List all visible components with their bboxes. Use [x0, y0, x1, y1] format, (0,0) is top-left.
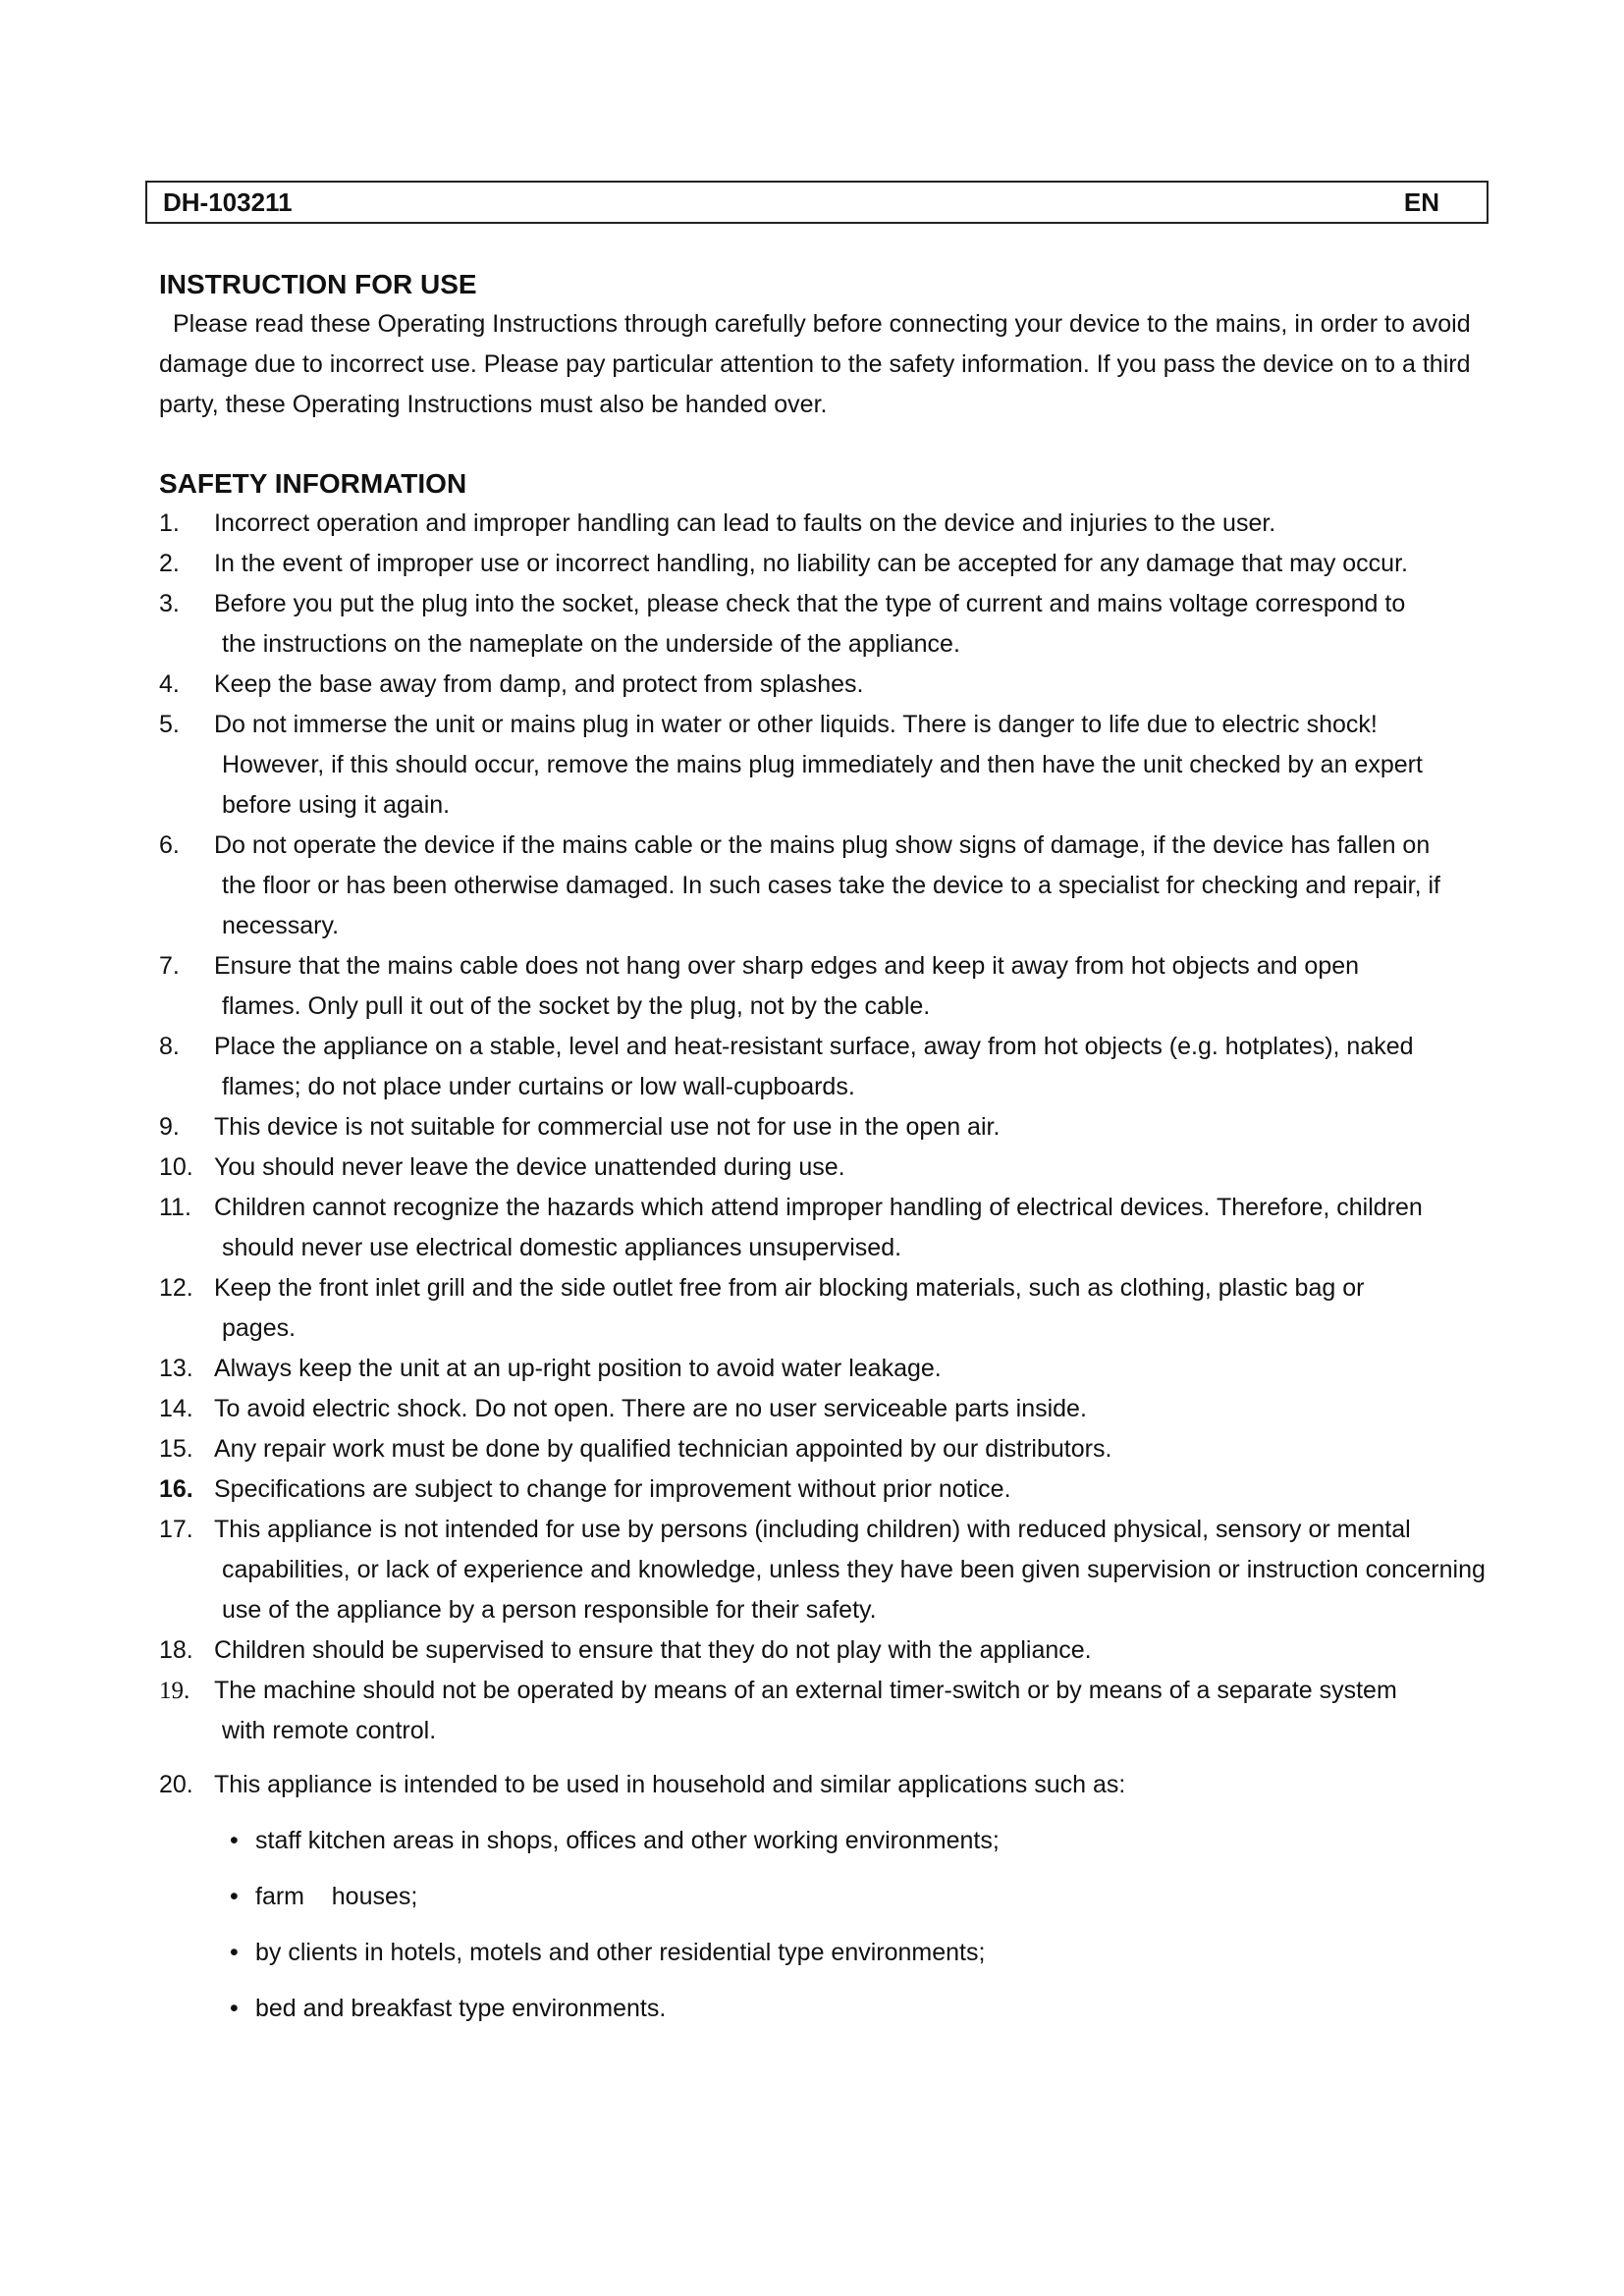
safety-item-text	[214, 946, 1494, 1027]
instruction-text: Please read these Operating Instructions through carefully before connecting your device to the mains, in order to avoid damage due to incorrect use. Please pay particular attention to the safety information. If you pass the device on to a third party, these Operating Instructions must also be handed over.	[159, 310, 1471, 418]
safety-item	[159, 584, 1494, 665]
safety-item-text	[214, 1469, 1494, 1510]
safety-item-number: 11.	[159, 1194, 191, 1221]
language-code: EN	[1403, 187, 1439, 217]
safety-item-text	[214, 544, 1494, 584]
usage-bullet	[230, 1821, 1494, 1861]
document-header	[145, 181, 1489, 224]
safety-item-line: Any repair work must be done by qualified technician appointed by our distributors.	[214, 1435, 1112, 1463]
safety-item-text	[214, 1389, 1494, 1429]
usage-bullet-text: staff kitchen areas in shops, offices and other working environments;	[255, 1827, 1000, 1854]
safety-item	[159, 544, 1494, 584]
safety-item-line: You should never leave the device unattended during use.	[214, 1153, 845, 1181]
safety-item-text	[214, 1429, 1494, 1469]
bullet-dot-icon: •	[230, 1995, 239, 2022]
safety-item-text	[214, 1765, 1494, 1805]
safety-item-line: To avoid electric shock. Do not open. There are no user serviceable parts inside.	[214, 1395, 1087, 1422]
safety-item-text	[214, 1671, 1494, 1751]
safety-item-number: 4.	[159, 670, 180, 698]
safety-item-number: 14.	[159, 1395, 193, 1422]
safety-item-text	[214, 1148, 1494, 1188]
safety-item-number: 9.	[159, 1113, 180, 1141]
usage-bullet-text: bed and breakfast type environments.	[255, 1995, 667, 2022]
safety-item-number: 16.	[159, 1475, 193, 1503]
safety-item	[159, 1268, 1494, 1349]
safety-item-line: This appliance is not intended for use by persons (including children) with reduced physical, sensory or mental	[214, 1516, 1411, 1543]
safety-item	[159, 1349, 1494, 1389]
usage-bullet	[230, 1877, 1494, 1917]
safety-item-continuation: should never use electrical domestic appliances unsupervised.	[222, 1234, 902, 1261]
usage-bullet	[230, 1989, 1494, 2029]
safety-item-continuation: the instructions on the nameplate on the underside of the appliance.	[222, 630, 960, 658]
safety-item-number: 10.	[159, 1153, 193, 1181]
safety-item-line: Children should be supervised to ensure that they do not play with the appliance.	[214, 1636, 1092, 1664]
safety-item	[159, 946, 1494, 1027]
model-number: DH-103211	[163, 187, 293, 217]
safety-item-line: Ensure that the mains cable does not hang over sharp edges and keep it away from hot objects and open	[214, 952, 1360, 980]
safety-item	[159, 826, 1494, 946]
safety-item-number: 17.	[159, 1516, 193, 1543]
bullet-dot-icon: •	[230, 1939, 239, 1966]
safety-item	[159, 1429, 1494, 1469]
safety-item-line: Specifications are subject to change for improvement without prior notice.	[214, 1475, 1011, 1503]
safety-item	[159, 1188, 1494, 1268]
safety-item	[159, 1671, 1494, 1751]
safety-item-number: 8.	[159, 1033, 180, 1060]
safety-item	[159, 504, 1494, 544]
safety-item-number: 3.	[159, 590, 180, 617]
safety-item-number: 18.	[159, 1636, 193, 1664]
safety-item-text	[214, 1188, 1494, 1268]
safety-item-number: 19.	[159, 1678, 190, 1704]
safety-item-text	[214, 584, 1494, 665]
safety-item-number: 7.	[159, 952, 180, 980]
safety-item-line: Do not immerse the unit or mains plug in water or other liquids. There is danger to life due to electric shock!	[214, 711, 1378, 738]
usage-bullet	[230, 1933, 1494, 1973]
safety-item-text	[214, 1510, 1494, 1630]
safety-item-number: 12.	[159, 1274, 193, 1302]
safety-item-text	[214, 665, 1494, 705]
safety-item-text	[214, 1107, 1494, 1148]
safety-item	[159, 1765, 1494, 1805]
safety-item-continuation: However, if this should occur, remove the mains plug immediately and then have the unit checked by an expert before using it again.	[222, 751, 1423, 819]
safety-item-number: 5.	[159, 711, 180, 738]
safety-item-line: Keep the front inlet grill and the side outlet free from air blocking materials, such as clothing, plastic bag or	[214, 1274, 1365, 1302]
safety-item	[159, 1510, 1494, 1630]
safety-item-continuation: flames; do not place under curtains or low wall-cupboards.	[222, 1073, 855, 1100]
safety-item	[159, 1148, 1494, 1188]
safety-item-text	[214, 1630, 1494, 1671]
usage-bullet-text: farm houses;	[255, 1883, 418, 1910]
safety-item	[159, 705, 1494, 826]
safety-item-continuation: flames. Only pull it out of the socket by the plug, not by the cable.	[222, 992, 931, 1020]
safety-title: SAFETY INFORMATION	[159, 468, 467, 499]
instruction-title: INSTRUCTION FOR USE	[159, 269, 477, 299]
safety-item-line: This device is not suitable for commercial use not for use in the open air.	[214, 1113, 1001, 1141]
bullet-dot-icon: •	[230, 1827, 239, 1854]
safety-item	[159, 1469, 1494, 1510]
safety-item-number: 20.	[159, 1771, 193, 1798]
safety-item-continuation: capabilities, or lack of experience and knowledge, unless they have been given supervision or instruction concerning use of the appliance by a person responsible for their safety.	[222, 1556, 1486, 1624]
bullet-dot-icon: •	[230, 1883, 239, 1910]
document-body	[159, 265, 1494, 2045]
safety-item-number: 13.	[159, 1355, 193, 1382]
safety-item-text	[214, 504, 1494, 544]
usage-bullet-text: by clients in hotels, motels and other residential type environments;	[255, 1939, 986, 1966]
safety-item	[159, 1630, 1494, 1671]
safety-item-line: Before you put the plug into the socket, please check that the type of current and mains voltage correspond to	[214, 590, 1406, 617]
safety-item-text	[214, 1349, 1494, 1389]
safety-item-line: Do not operate the device if the mains cable or the mains plug show signs of damage, if the device has fallen on	[214, 831, 1431, 859]
safety-item-line: The machine should not be operated by means of an external timer-switch or by means of a separate system	[214, 1677, 1397, 1704]
usage-bullet-list	[159, 1821, 1494, 2029]
safety-item-text	[214, 1027, 1494, 1107]
safety-item-line: Children cannot recognize the hazards which attend improper handling of electrical devices. Therefore, children	[214, 1194, 1423, 1221]
safety-item-number: 6.	[159, 831, 180, 859]
safety-item-continuation: the floor or has been otherwise damaged. In such cases take the device to a specialist for checking and repair, if necessary.	[222, 872, 1440, 939]
safety-item-line: This appliance is intended to be used in household and similar applications such as:	[214, 1771, 1126, 1798]
safety-item-text	[214, 705, 1494, 826]
safety-item-continuation: with remote control.	[222, 1717, 437, 1744]
safety-item-text	[214, 1268, 1494, 1349]
safety-item-number: 2.	[159, 550, 180, 577]
safety-item	[159, 1389, 1494, 1429]
safety-item-number: 15.	[159, 1435, 193, 1463]
safety-item-continuation: pages.	[222, 1314, 297, 1342]
safety-item-line: Always keep the unit at an up-right position to avoid water leakage.	[214, 1355, 942, 1382]
safety-list	[159, 504, 1494, 1805]
safety-item-line: Keep the base away from damp, and protect from splashes.	[214, 670, 864, 698]
safety-item	[159, 1027, 1494, 1107]
safety-item-line: Place the appliance on a stable, level and heat-resistant surface, away from hot objects (e.g. hotplates), naked	[214, 1033, 1414, 1060]
safety-item	[159, 665, 1494, 705]
safety-item	[159, 1107, 1494, 1148]
safety-item-line: In the event of improper use or incorrect handling, no liability can be accepted for any damage that may occur.	[214, 550, 1408, 577]
safety-item-line: Incorrect operation and improper handling can lead to faults on the device and injuries to the user.	[214, 509, 1276, 537]
safety-item-number: 1.	[159, 509, 180, 537]
safety-item-text	[214, 826, 1494, 946]
